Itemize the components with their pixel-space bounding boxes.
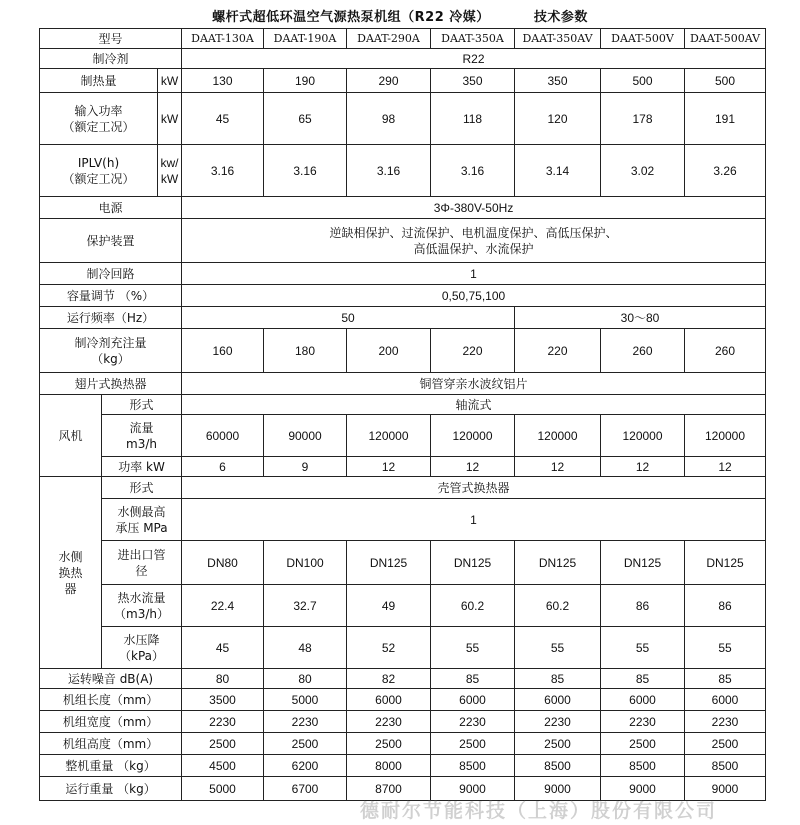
value-cell: 6000 [601, 689, 685, 711]
row-whx-pressure [40, 499, 766, 541]
protection-value [182, 219, 766, 263]
row-whx-drop [40, 627, 766, 669]
frequency-value-a: 50 [182, 307, 515, 329]
value-cell: 6000 [515, 689, 601, 711]
whx-drop-label [102, 627, 182, 669]
value-cell: 85 [685, 669, 766, 689]
fan-type-value: 轴流式 [182, 395, 766, 415]
value-cell: 6000 [347, 689, 431, 711]
row-circuit [40, 263, 766, 285]
row-whx-flow [40, 585, 766, 627]
row-noise [40, 669, 766, 689]
value-cell: 6000 [431, 689, 515, 711]
value-cell: 90000 [264, 415, 347, 457]
value-cell: 9000 [431, 777, 515, 801]
capacity-label: 容量调节 （%） [40, 285, 182, 307]
length-label: 机组长度（mm） [40, 689, 182, 711]
value-cell: 2230 [182, 711, 264, 733]
value-cell: 191 [685, 93, 766, 145]
row-fan-flow [40, 415, 766, 457]
value-cell: 2500 [264, 733, 347, 755]
value-cell: 260 [601, 329, 685, 373]
fin-hx-value: 铜管穿亲水波纹铝片 [182, 373, 766, 395]
value-cell: 120000 [601, 415, 685, 457]
value-cell: 52 [347, 627, 431, 669]
row-width [40, 711, 766, 733]
refrigerant-value: R22 [182, 49, 766, 69]
value-cell: 45 [182, 627, 264, 669]
value-cell: 2500 [182, 733, 264, 755]
value-cell: 120000 [685, 415, 766, 457]
value-cell: 5000 [264, 689, 347, 711]
value-cell: 22.4 [182, 585, 264, 627]
label-line: IPLV(h) [77, 155, 120, 170]
value-cell: 55 [601, 627, 685, 669]
value-cell: 2230 [431, 711, 515, 733]
height-label: 机组高度（mm） [40, 733, 182, 755]
input-power-unit: kW [158, 93, 182, 145]
label-line: 径 [135, 563, 148, 578]
value-cell: 12 [601, 457, 685, 477]
value-cell: 80 [182, 669, 264, 689]
whx-pipe-label [102, 541, 182, 585]
model-label: 型号 [40, 29, 182, 49]
row-weight [40, 755, 766, 777]
fan-power-label: 功率 kW [102, 457, 182, 477]
value-cell: 2230 [347, 711, 431, 733]
model-cell: DAAT-350AV [515, 29, 601, 49]
weight-label: 整机重量 （kg） [40, 755, 182, 777]
value-cell: 82 [347, 669, 431, 689]
value-cell: 2230 [515, 711, 601, 733]
value-cell: 200 [347, 329, 431, 373]
label-line: 承压 MPa [115, 520, 168, 535]
row-capacity [40, 285, 766, 307]
model-cell: DAAT-500AV [685, 29, 766, 49]
value-cell: 350 [515, 69, 601, 93]
value-cell: 120000 [431, 415, 515, 457]
label-line: m3/h [126, 436, 157, 451]
value-cell: 500 [601, 69, 685, 93]
value-cell: 9 [264, 457, 347, 477]
value-cell: 9000 [685, 777, 766, 801]
label-line: （额定工况） [62, 119, 135, 134]
value-cell: 120000 [347, 415, 431, 457]
power-supply-label: 电源 [40, 197, 182, 219]
value-cell: 3.02 [601, 145, 685, 197]
label-line: （kg） [91, 351, 130, 366]
value-cell: 55 [685, 627, 766, 669]
group-line: 换热 [58, 565, 83, 580]
value-cell: 2230 [601, 711, 685, 733]
value-cell: 49 [347, 585, 431, 627]
op-weight-label: 运行重量 （kg） [40, 777, 182, 801]
unit-line: kw/ [160, 155, 179, 170]
heating-label: 制热量 [40, 69, 158, 93]
value-cell: 3.16 [264, 145, 347, 197]
value-cell: 130 [182, 69, 264, 93]
label-line: 进出口管 [117, 547, 166, 562]
label-line: （kPa） [119, 648, 165, 663]
title-tech: 技术参数 [533, 10, 588, 25]
value-cell: 85 [431, 669, 515, 689]
row-protection [40, 219, 766, 263]
power-supply-value: 3Φ-380V-50Hz [182, 197, 766, 219]
value-cell: 2500 [601, 733, 685, 755]
refrigerant-label: 制冷剂 [40, 49, 182, 69]
frequency-value-b: 30～80 [515, 307, 766, 329]
company-watermark: 德耐尔节能科技（上海）股份有限公司 [360, 800, 718, 822]
group-line: 水侧 [58, 549, 83, 564]
value-cell: 98 [347, 93, 431, 145]
value-cell: 2500 [515, 733, 601, 755]
row-refrigerant [40, 49, 766, 69]
value-cell: 120000 [515, 415, 601, 457]
water-hx-group-label [40, 477, 102, 669]
row-power-supply [40, 197, 766, 219]
frequency-label: 运行频率（Hz） [40, 307, 182, 329]
value-cell: 9000 [515, 777, 601, 801]
value-cell: 118 [431, 93, 515, 145]
value-cell: 8500 [431, 755, 515, 777]
value-cell: 60.2 [515, 585, 601, 627]
value-cell: 3.26 [685, 145, 766, 197]
protection-line: 高低温保护、水流保护 [413, 241, 534, 256]
row-op-weight [40, 777, 766, 801]
value-cell: 8500 [601, 755, 685, 777]
row-height [40, 733, 766, 755]
row-whx-type [40, 477, 766, 499]
value-cell: 86 [685, 585, 766, 627]
value-cell: 3.14 [515, 145, 601, 197]
value-cell: 120 [515, 93, 601, 145]
value-cell: 60000 [182, 415, 264, 457]
protection-line: 逆缺相保护、过流保护、电机温度保护、高低压保护、 [329, 225, 618, 240]
value-cell: 3500 [182, 689, 264, 711]
label-line: （m3/h） [114, 606, 169, 621]
value-cell: 8000 [347, 755, 431, 777]
fan-group-label: 风机 [40, 395, 102, 477]
value-cell: DN125 [431, 541, 515, 585]
whx-type-value: 壳管式换热器 [182, 477, 766, 499]
value-cell: 6000 [685, 689, 766, 711]
label-line: 水压降 [123, 632, 160, 647]
model-cell: DAAT-290A [347, 29, 431, 49]
value-cell: DN80 [182, 541, 264, 585]
value-cell: 9000 [601, 777, 685, 801]
value-cell: DN100 [264, 541, 347, 585]
value-cell: DN125 [347, 541, 431, 585]
fan-type-label: 形式 [102, 395, 182, 415]
row-whx-pipe [40, 541, 766, 585]
value-cell: 500 [685, 69, 766, 93]
label-line: 流量 [129, 420, 154, 435]
fin-hx-label: 翅片式换热器 [40, 373, 182, 395]
value-cell: 350 [431, 69, 515, 93]
value-cell: 8500 [685, 755, 766, 777]
value-cell: 290 [347, 69, 431, 93]
value-cell: 3.16 [431, 145, 515, 197]
value-cell: 3.16 [182, 145, 264, 197]
heating-unit: kW [158, 69, 182, 93]
value-cell: 160 [182, 329, 264, 373]
value-cell: 55 [515, 627, 601, 669]
label-line: （额定工况） [62, 171, 135, 186]
value-cell: 3.16 [347, 145, 431, 197]
value-cell: 220 [515, 329, 601, 373]
value-cell: 60.2 [431, 585, 515, 627]
value-cell: 80 [264, 669, 347, 689]
value-cell: 12 [685, 457, 766, 477]
iplv-unit [158, 145, 182, 197]
circuit-value: 1 [182, 263, 766, 285]
value-cell: 260 [685, 329, 766, 373]
row-fin-hx [40, 373, 766, 395]
value-cell: 180 [264, 329, 347, 373]
value-cell: 2500 [431, 733, 515, 755]
row-length [40, 689, 766, 711]
value-cell: 190 [264, 69, 347, 93]
row-heating [40, 69, 766, 93]
model-cell: DAAT-130A [182, 29, 264, 49]
unit-line: kW [160, 171, 179, 186]
value-cell: 5000 [182, 777, 264, 801]
value-cell: 85 [515, 669, 601, 689]
value-cell: 6 [182, 457, 264, 477]
label-line: 制冷剂充注量 [74, 335, 147, 350]
width-label: 机组宽度（mm） [40, 711, 182, 733]
spec-table [39, 28, 766, 801]
whx-flow-label [102, 585, 182, 627]
noise-label: 运转噪音 dB(A) [40, 669, 182, 689]
value-cell: 12 [515, 457, 601, 477]
title-main: 螺杆式超低环温空气源热泵机组（R22 冷媒） [212, 10, 490, 25]
value-cell: 6200 [264, 755, 347, 777]
protection-label: 保护装置 [40, 219, 182, 263]
whx-type-label: 形式 [102, 477, 182, 499]
value-cell: 8500 [515, 755, 601, 777]
value-cell: 12 [347, 457, 431, 477]
fan-flow-label [102, 415, 182, 457]
value-cell: 65 [264, 93, 347, 145]
value-cell: 85 [601, 669, 685, 689]
group-line: 器 [64, 581, 77, 596]
value-cell: DN125 [685, 541, 766, 585]
value-cell: 2230 [685, 711, 766, 733]
whx-pressure-label [102, 499, 182, 541]
value-cell: 220 [431, 329, 515, 373]
value-cell: DN125 [515, 541, 601, 585]
label-line: 水侧最高 [117, 504, 166, 519]
row-frequency [40, 307, 766, 329]
charge-label [40, 329, 182, 373]
capacity-value: 0,50,75,100 [182, 285, 766, 307]
value-cell: 12 [431, 457, 515, 477]
document-title [0, 6, 800, 25]
value-cell: 48 [264, 627, 347, 669]
row-model [40, 29, 766, 49]
label-line: 热水流量 [117, 590, 166, 605]
row-fan-power [40, 457, 766, 477]
row-fan-type [40, 395, 766, 415]
value-cell: 8700 [347, 777, 431, 801]
value-cell: DN125 [601, 541, 685, 585]
model-cell: DAAT-190A [264, 29, 347, 49]
value-cell: 45 [182, 93, 264, 145]
value-cell: 32.7 [264, 585, 347, 627]
row-iplv [40, 145, 766, 197]
model-cell: DAAT-350A [431, 29, 515, 49]
value-cell: 4500 [182, 755, 264, 777]
whx-pressure-value: 1 [182, 499, 766, 541]
iplv-label [40, 145, 158, 197]
circuit-label: 制冷回路 [40, 263, 182, 285]
value-cell: 55 [431, 627, 515, 669]
value-cell: 2230 [264, 711, 347, 733]
value-cell: 2500 [685, 733, 766, 755]
model-cell: DAAT-500V [601, 29, 685, 49]
label-line: 输入功率 [74, 103, 123, 118]
value-cell: 2500 [347, 733, 431, 755]
value-cell: 6700 [264, 777, 347, 801]
value-cell: 178 [601, 93, 685, 145]
input-power-label [40, 93, 158, 145]
value-cell: 86 [601, 585, 685, 627]
row-input-power [40, 93, 766, 145]
row-charge [40, 329, 766, 373]
